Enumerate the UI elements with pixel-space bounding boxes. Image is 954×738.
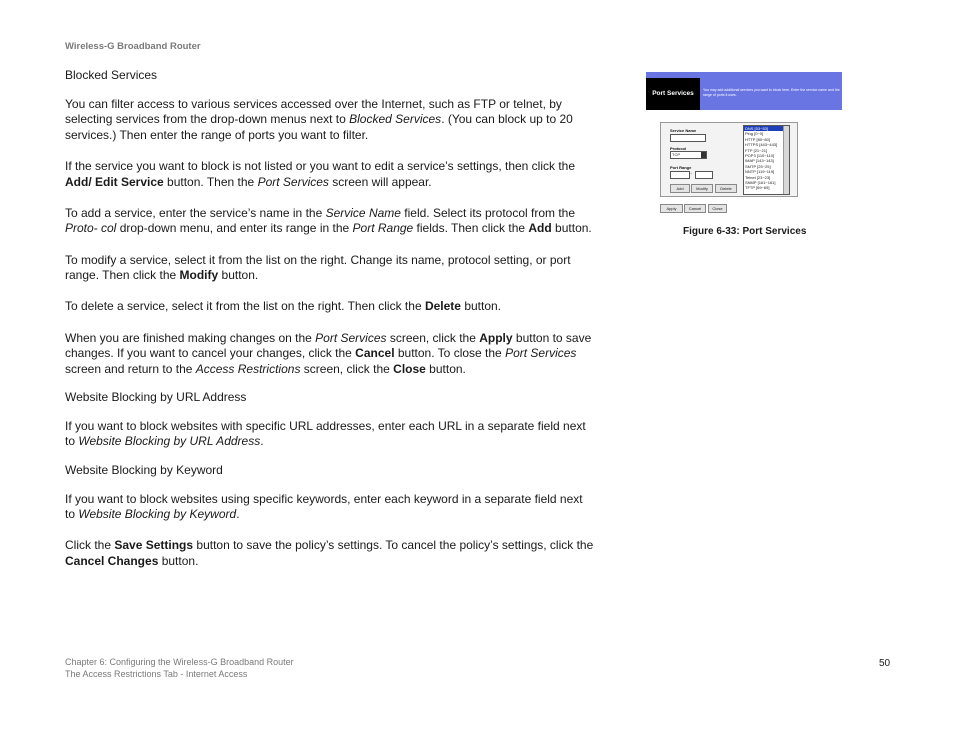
page-number: 50 bbox=[879, 658, 891, 669]
port-range-label: Port Range bbox=[670, 165, 692, 170]
port-range-separator: ~ bbox=[690, 171, 693, 176]
list-item[interactable]: POP3 [110~110] bbox=[745, 153, 775, 159]
footer bbox=[65, 657, 294, 680]
apply-button[interactable]: Apply bbox=[660, 204, 683, 213]
list-item[interactable]: TFTP [69~69] bbox=[745, 185, 770, 191]
paragraph-add-service: To add a service, enter the service’s name in the Service Name field. Select its protocol from the Proto- col drop-down menu, and enter its range in the Port Range fields. Then click the Add button. bbox=[65, 205, 592, 236]
service-name-input[interactable] bbox=[670, 134, 706, 142]
list-item[interactable]: Ping [0~0] bbox=[745, 131, 764, 137]
list-item[interactable]: HTTPS [443~443] bbox=[745, 142, 778, 148]
figure-banner-title: Port Services bbox=[646, 78, 700, 110]
protocol-select[interactable]: TCP bbox=[670, 151, 707, 159]
port-services-figure bbox=[646, 72, 842, 211]
paragraph-add-edit: If the service you want to block is not listed or you want to edit a service’s settings, then click the Add/ Edit Service button. Then the Port Services screen will appear. bbox=[65, 158, 576, 189]
section-heading-url-blocking: Website Blocking by URL Address bbox=[65, 390, 247, 405]
list-item[interactable]: HTTP [80~80] bbox=[745, 136, 770, 142]
delete-button[interactable]: Delete bbox=[715, 184, 737, 193]
paragraph-save-settings: Click the Save Settings button to save the policy’s settings. To cancel the policy’s settings, click the Cancel Changes button. bbox=[65, 538, 594, 569]
list-item[interactable]: Telnet [23~23] bbox=[745, 174, 771, 180]
paragraph-delete-service: To delete a service, select it from the list on the right. Then click the Delete button. bbox=[65, 299, 502, 314]
paragraph-url-blocking: If you want to block websites with specific URL addresses, enter each URL in a separate field next to Website Blocking by URL Address. bbox=[65, 418, 586, 449]
modify-button[interactable]: Modify bbox=[691, 184, 713, 193]
figure-form-box bbox=[660, 122, 798, 197]
list-item[interactable]: NNTP [119~119] bbox=[745, 169, 775, 175]
paragraph-finish-changes: When you are finished making changes on the Port Services screen, click the Apply button to save changes. If you want to cancel your changes, click the Cancel button. To close the Port Services screen and return to the Access Restrictions screen, click the Close button. bbox=[65, 330, 592, 376]
footer-section: The Access Restrictions Tab - Internet Access bbox=[65, 668, 248, 679]
figure-caption: Figure 6-33: Port Services bbox=[683, 226, 807, 237]
list-scrollbar[interactable] bbox=[783, 126, 789, 194]
section-heading-keyword-blocking: Website Blocking by Keyword bbox=[65, 463, 223, 478]
port-range-end-input[interactable] bbox=[695, 171, 713, 179]
footer-chapter: Chapter 6: Configuring the Wireless-G Broadband Router bbox=[65, 657, 294, 667]
list-item[interactable]: SNMP [161~161] bbox=[745, 180, 776, 186]
service-name-label: Service Name bbox=[670, 128, 697, 133]
close-button[interactable]: Close bbox=[708, 204, 727, 213]
port-range-start-input[interactable] bbox=[670, 171, 693, 179]
paragraph-keyword-blocking: If you want to block websites using specific keywords, enter each keyword in a separate field next to Website Blocking by Keyword. bbox=[65, 491, 583, 522]
list-item[interactable]: FTP [21~21] bbox=[745, 147, 768, 153]
running-header: Wireless-G Broadband Router bbox=[65, 41, 201, 52]
list-item[interactable]: IMAP [143~143] bbox=[745, 158, 774, 164]
cancel-button[interactable]: Cancel bbox=[684, 204, 706, 213]
section-heading-blocked-services: Blocked Services bbox=[65, 68, 158, 82]
services-list[interactable] bbox=[743, 125, 790, 195]
figure-banner bbox=[646, 72, 842, 110]
add-button[interactable]: Add bbox=[670, 184, 690, 193]
chevron-down-icon bbox=[701, 152, 706, 158]
list-item[interactable]: DNS [53~53] bbox=[744, 126, 789, 131]
paragraph-filter-intro: You can filter access to various services accessed over the Internet, such as FTP or telnet, by selecting services from the drop-down menus next to Blocked Services. (You can block up to 20 services.) Then enter the range of ports you want to filter. bbox=[65, 96, 573, 142]
figure-banner-description: You may add additional services you want to block here. Enter the service name and the range of ports it uses. bbox=[703, 88, 840, 97]
protocol-label: Protocol bbox=[670, 146, 687, 151]
body-text bbox=[65, 68, 595, 570]
paragraph-modify-service: To modify a service, select it from the list on the right. Change its name, protocol setting, or port range. Then click the Modify button. bbox=[65, 252, 571, 283]
list-item[interactable]: SMTP [25~25] bbox=[745, 163, 771, 169]
